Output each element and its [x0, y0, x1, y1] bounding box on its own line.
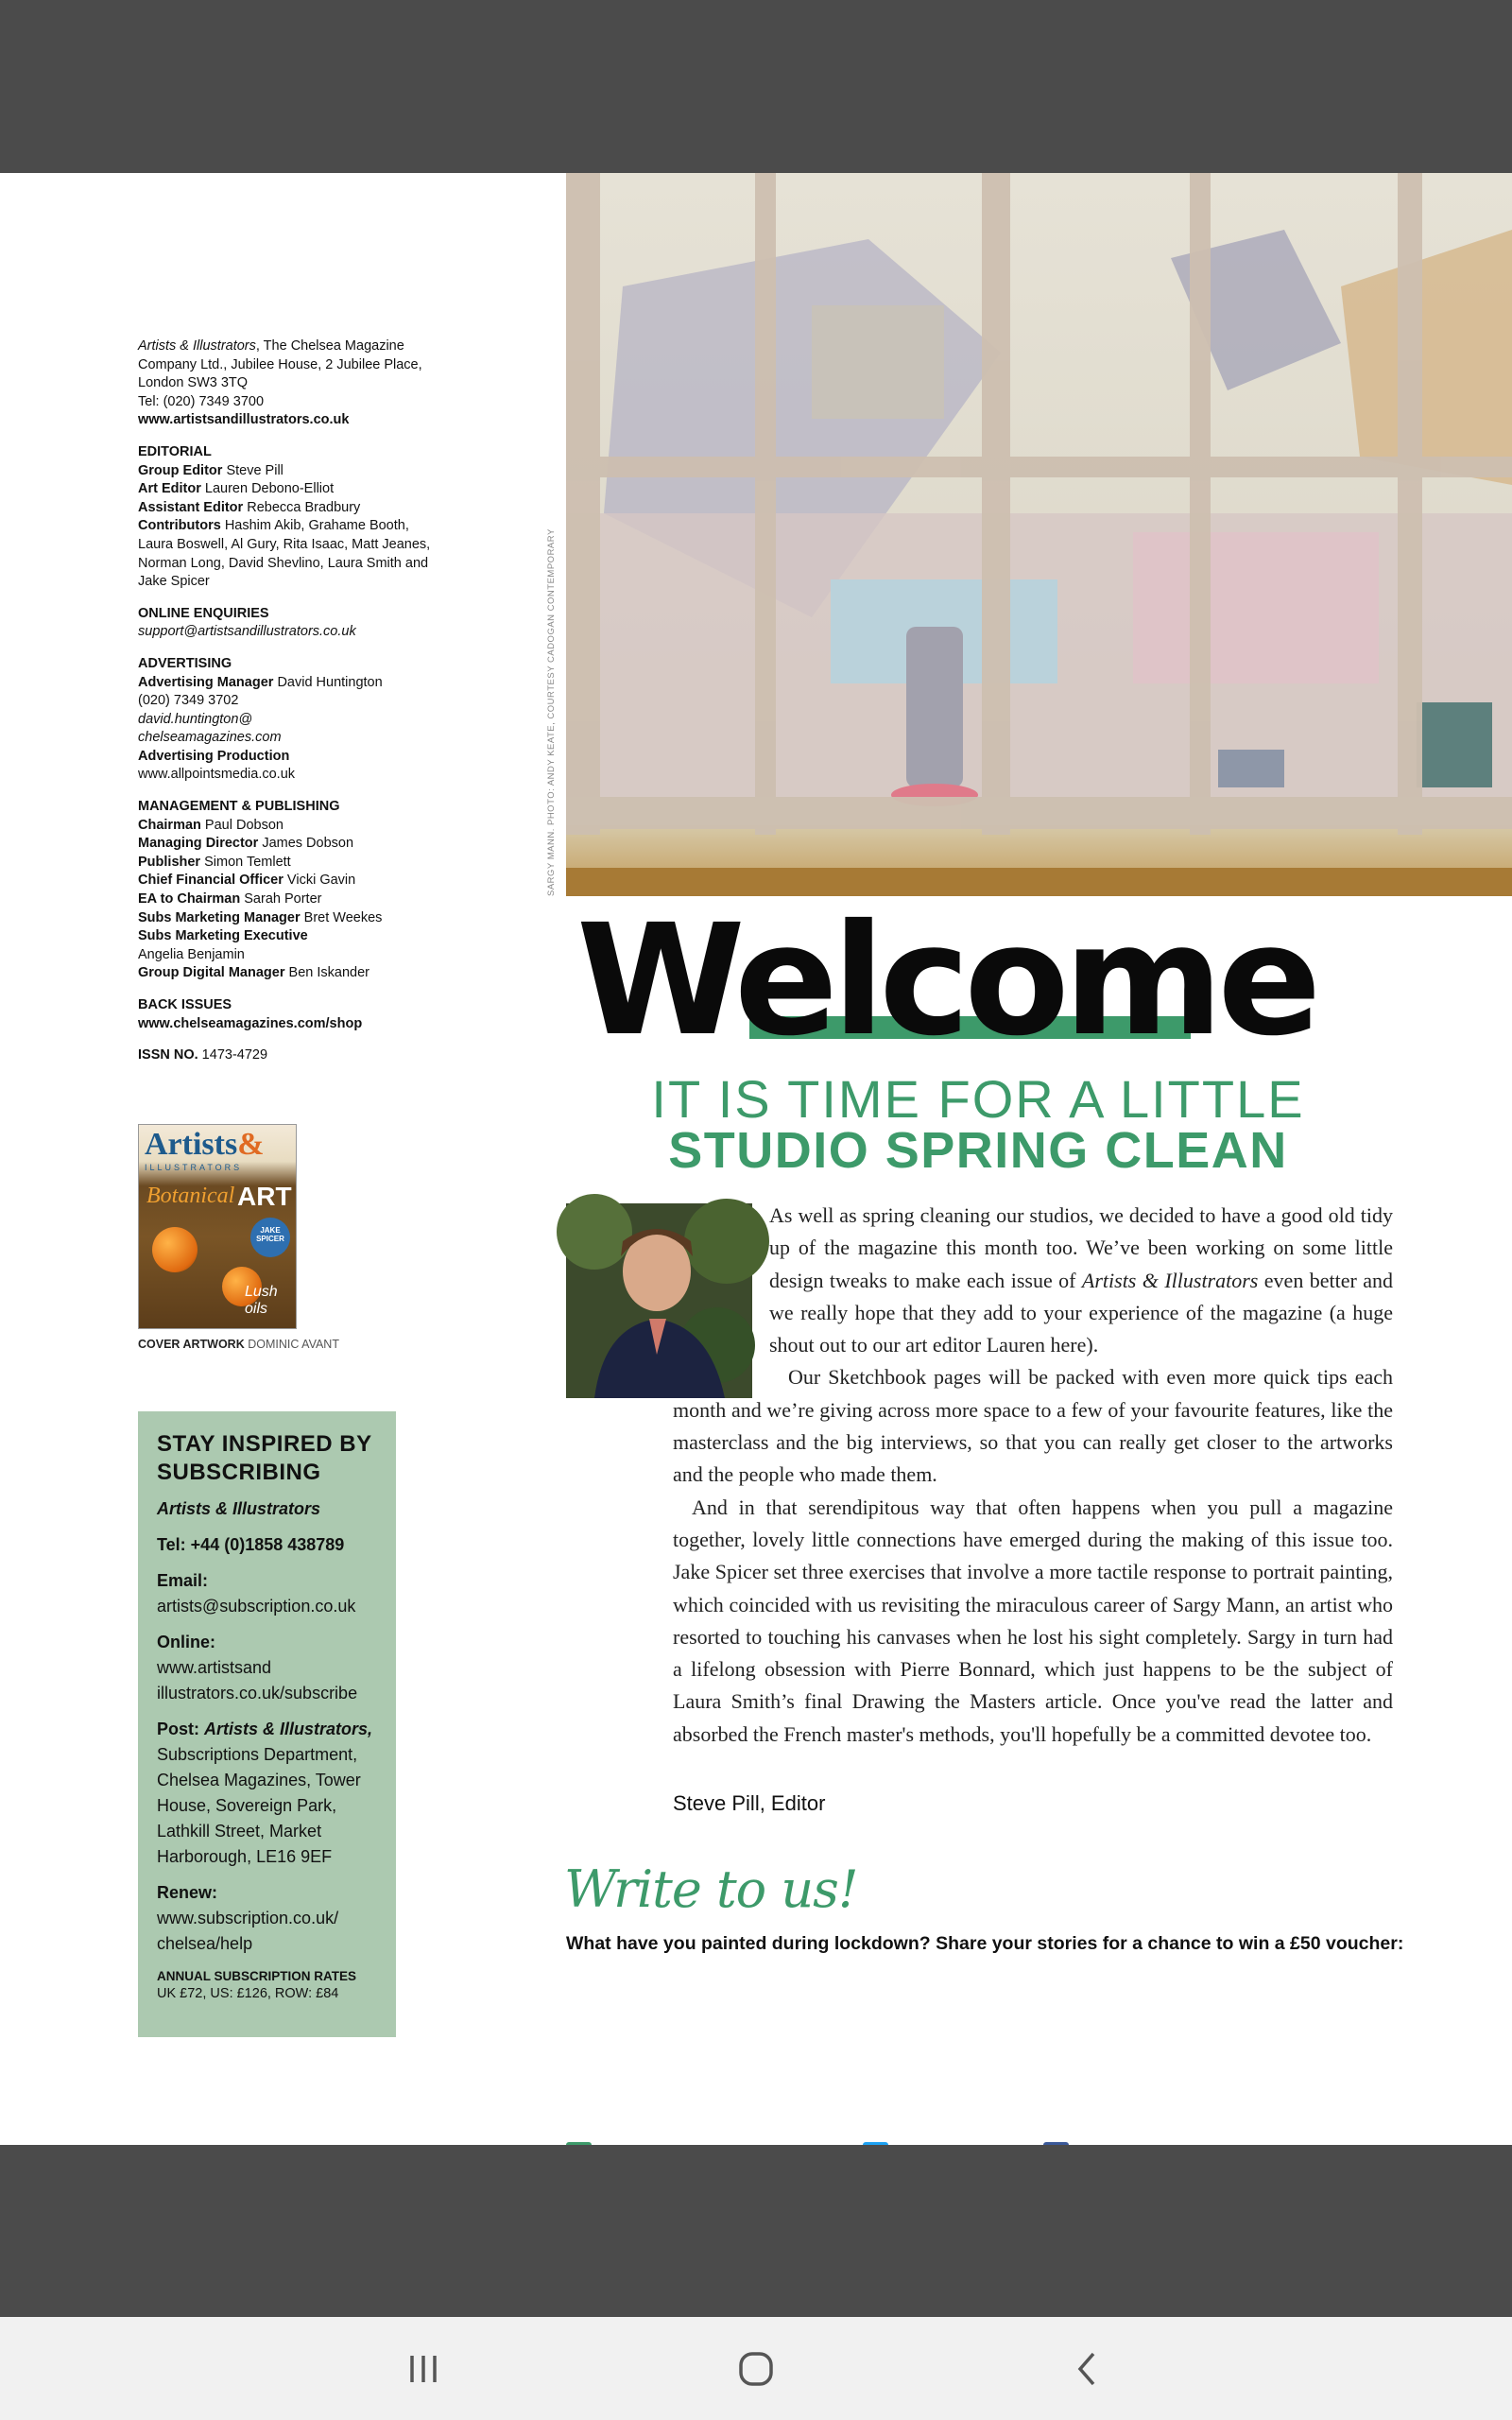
cover-botanical: Botanical: [146, 1184, 235, 1208]
editor-signature: Steve Pill, Editor: [673, 1791, 826, 1815]
rates-heading: ANNUAL SUBSCRIPTION RATES: [157, 1969, 357, 1983]
subscribe-box: [138, 1411, 396, 2037]
advertising-heading: ADVERTISING: [138, 655, 232, 671]
credit-line: Subs Marketing Executive Angelia Benjamin: [138, 928, 308, 962]
credit-line: Contributors Hashim Akib, Grahame Booth, Laura Boswell, Al Gury, Rita Isaac, Matt Jeanes, Norman Long, David Shevlino, Laura Smith and Jake Spicer: [138, 518, 431, 590]
ad-production-role: Advertising Production: [138, 748, 290, 764]
credit-line: Group Editor Steve Pill: [138, 462, 284, 478]
issn-label: ISSN NO.: [138, 1047, 198, 1063]
recent-apps-icon[interactable]: [395, 2347, 452, 2391]
write-to-us-question: What have you painted during lockdown? Share your stories for a chance to win a £50 voucher:: [566, 1933, 1404, 1954]
online-heading: ONLINE ENQUIRIES: [138, 605, 269, 621]
paragraph-3: And in that serendipitous way that often happens when you pull a magazine together, lovely little connections have emerged during the making of this issue too. Jake Spicer set three exercises that involve a more tactile response to portrait painting, which coincided with us revisiting the miraculous career of Sargy Mann, an artist who resorted to touching his canvases when he lost his sight completely. Sargy in turn had a lifelong obsession with Pierre Bonnard, which just happens to be the subject of Laura Smith’s final Drawing the Masters article. Once you've read the latter and absorbed the French master's methods, you'll hopefully be a committed devotee too.: [673, 1495, 1393, 1746]
issn-number: 1473-4729: [198, 1047, 268, 1063]
credit-line: Assistant Editor Rebecca Bradbury: [138, 499, 361, 515]
subscribe-post: Post: Artists & Illustrators, Subscriptions Department, Chelsea Magazines, Tower House, Sovereign Park, Lathkill Street, Market Harborough, LE16 9EF: [157, 1720, 373, 1866]
cover-lush: Lush oils: [245, 1284, 278, 1317]
ad-manager-role: Advertising Manager: [138, 674, 274, 690]
credit-line: Managing Director James Dobson: [138, 836, 354, 852]
credit-line: Chairman Paul Dobson: [138, 817, 284, 833]
editorial-heading: EDITORIAL: [138, 443, 212, 459]
credit-line: Group Digital Manager Ben Iskander: [138, 965, 369, 981]
management-heading: MANAGEMENT & PUBLISHING: [138, 799, 340, 815]
welcome-title: Welcome: [576, 892, 1316, 1070]
editorial-block: [138, 443, 440, 592]
back-issues-heading: BACK ISSUES: [138, 997, 232, 1012]
publisher-address: , The Chelsea Magazine Company Ltd., Jubilee House, 2 Jubilee Place, London SW3 3TQ: [138, 338, 422, 391]
welcome-subtitle-light: IT IS TIME FOR A LITTLE: [651, 1069, 1305, 1129]
credit-line: Chief Financial Officer Vicki Gavin: [138, 873, 356, 889]
subscribe-online: Online: www.artistsand illustrators.co.uk/subscribe: [157, 1633, 358, 1703]
photo-credit: SARGY MANN. PHOTO: ANDY KEATE, COURTESY CADOGAN CONTEMPORARY: [546, 528, 557, 896]
rates-values: UK £72, US: £126, ROW: £84: [157, 1986, 339, 2001]
paragraph-2: Our Sketchbook pages will be packed with even more quick tips each month and we’re giving across more space to a few of your favourite features, like the masterclass and the big interviews, so that you can really get closer to the artworks and the people who made them.: [673, 1365, 1393, 1487]
ad-production-web: www.allpointsmedia.co.uk: [138, 767, 296, 783]
credit-line: Subs Marketing Manager Bret Weekes: [138, 909, 383, 925]
publisher-mag-name: Artists & Illustrators: [138, 338, 256, 354]
cover-caption: COVER ARTWORK DOMINIC AVANT: [138, 1338, 339, 1351]
back-issues-block: [138, 996, 440, 1033]
magazine-page: [0, 173, 1512, 2145]
subscribe-heading: STAY INSPIRED BY SUBSCRIBING: [157, 1431, 372, 1485]
cover-fruit-image: [152, 1227, 198, 1272]
online-block: [138, 605, 440, 642]
subscribe-renew: Renew: www.subscription.co.uk/ chelsea/help: [157, 1883, 339, 1953]
credit-line: Art Editor Lauren Debono-Elliot: [138, 481, 335, 497]
masthead: [138, 337, 440, 1079]
welcome-subtitle-bold: STUDIO SPRING CLEAN: [668, 1122, 1288, 1179]
cover-thumbnail: [138, 1124, 297, 1329]
ad-email: david.huntington@ chelseamagazines.com: [138, 711, 282, 746]
publisher-tel: Tel: (020) 7349 3700: [138, 393, 265, 409]
window-painting-image: [566, 173, 1512, 896]
viewer-bottom-gap: [0, 2145, 1512, 2317]
cover-amp: &: [237, 1127, 265, 1162]
cover-subtitle: ILLUSTRATORS: [145, 1163, 243, 1172]
credit-line: EA to Chairman Sarah Porter: [138, 891, 322, 908]
back-icon[interactable]: [1058, 2347, 1115, 2391]
editorial-letter: [673, 1200, 1393, 1751]
subscribe-magazine: Artists & Illustrators: [157, 1499, 321, 1518]
cover-badge: JAKE SPICER: [250, 1218, 290, 1257]
management-block: [138, 798, 440, 983]
viewer-top-bar: [0, 0, 1512, 173]
issn-block: [138, 1046, 440, 1065]
subscribe-tel: Tel: +44 (0)1858 438789: [157, 1535, 345, 1554]
paragraph-1: As well as spring cleaning our studios, we decided to have a good old tidy up of the magazine this month too. We’ve been working on some little design tweaks to make each issue of Artists & Illustrators even better and we really hope that they add to your experience of the magazine (a huge shout out to our art editor Lauren here).: [769, 1203, 1394, 1357]
credit-line: Publisher Simon Temlett: [138, 854, 291, 870]
cover-title: Artists: [145, 1127, 238, 1162]
subscribe-email: Email: artists@subscription.co.uk: [157, 1571, 356, 1616]
cover-art-word: ART: [237, 1182, 292, 1211]
advertising-block: [138, 655, 440, 785]
write-to-us-heading: Write to us!: [564, 1859, 858, 1919]
back-issues-link[interactable]: www.chelseamagazines.com/shop: [138, 1015, 363, 1031]
ad-manager-name: David Huntington: [273, 674, 383, 690]
ad-phone: (020) 7349 3702: [138, 693, 239, 709]
publisher-block: [138, 337, 440, 430]
publisher-web: www.artistsandillustrators.co.uk: [138, 412, 350, 428]
online-email: support@artistsandillustrators.co.uk: [138, 624, 356, 640]
home-icon[interactable]: [728, 2347, 784, 2391]
